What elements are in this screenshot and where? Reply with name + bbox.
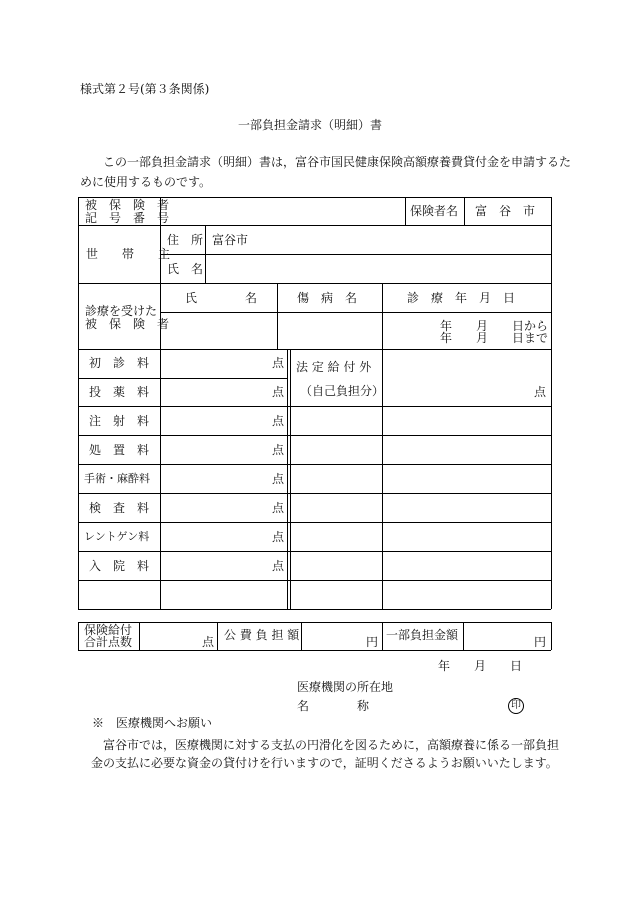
insured-number-label-1: 被 保 険 者	[85, 198, 170, 212]
col-dates-header: 診 療 年 月 日	[407, 291, 516, 305]
fee-item-label: 検 査 料	[89, 501, 150, 515]
insurer-name-label: 保険者名	[410, 204, 459, 218]
fee-item-label: 投 薬 料	[89, 385, 150, 399]
copay-label: 一部負担金額	[386, 628, 459, 642]
fee-unit: 点	[272, 501, 285, 515]
fee-item-label: 入 院 料	[89, 559, 150, 573]
patient-label-1: 診療を受けた	[85, 304, 158, 318]
form-number: 様式第２号(第３条関係)	[80, 82, 210, 96]
head-name-label: 氏 名	[167, 262, 204, 276]
request-heading: ※ 医療機関へお願い	[92, 716, 213, 730]
fee-unit: 点	[272, 385, 285, 399]
request-line-1: 富谷市では，医療機関に対する支払の円滑化を図るために，高額療養に係る一部負担	[103, 738, 560, 752]
address-label: 住 所	[167, 233, 204, 247]
fee-unit: 点	[272, 559, 285, 573]
fee-unit: 点	[272, 443, 285, 457]
fee-item-label: 注 射 料	[89, 414, 150, 428]
fee-unit: 点	[272, 356, 285, 370]
address-value: 富谷市	[212, 233, 249, 247]
extra-label-2: （自己負担分）	[300, 384, 385, 398]
request-line-2: 金の支払に必要な資金の貸付けを行いますので，証明くださるようお願いいたします。	[91, 756, 558, 770]
household-head-label: 世 帯 主	[86, 247, 171, 261]
yen-unit: 円	[366, 635, 379, 649]
extra-unit: 点	[534, 385, 547, 399]
fee-unit: 点	[272, 472, 285, 486]
copay-unit: 円	[534, 635, 547, 649]
institution-name-label: 名 称	[297, 699, 370, 713]
intro-line-1: この一部負担金請求（明細）書は，富谷市国民健康保険高額療養費貸付金を申請するた	[103, 155, 572, 169]
document-title: 一部負担金請求（明細）書	[238, 118, 383, 132]
fee-item-label: 初 診 料	[89, 356, 150, 370]
patient-label-2: 被 保 険 者	[85, 317, 170, 331]
public-burden-label: 公 費 負 担 額	[224, 628, 300, 642]
fee-item-label: 処 置 料	[89, 443, 150, 457]
benefit-points-label-1: 保険給付	[84, 623, 133, 637]
fee-item-label: 手術・麻酔料	[84, 472, 150, 485]
col-disease-header: 傷 病 名	[297, 291, 358, 305]
insurer-name-value: 富 谷 市	[475, 204, 536, 218]
date-from: 年 月 日から	[440, 319, 549, 333]
fee-unit: 点	[272, 530, 285, 544]
extra-label-1: 法 定 給 付 外	[296, 360, 372, 374]
seal-mark: 印	[508, 698, 524, 714]
fee-item-label: レントゲン料	[84, 530, 150, 543]
intro-line-2: めに使用するものです。	[80, 175, 212, 189]
insured-number-label-2: 記 号 番 号	[85, 211, 170, 225]
points-unit: 点	[202, 635, 215, 649]
date-to: 年 月 日まで	[440, 331, 549, 345]
fee-unit: 点	[272, 414, 285, 428]
institution-address-label: 医療機関の所在地	[297, 680, 394, 694]
col-name-header: 氏 名	[185, 291, 258, 305]
benefit-points-label-2: 合計点数	[84, 635, 133, 649]
signature-date: 年 月 日	[438, 659, 523, 673]
